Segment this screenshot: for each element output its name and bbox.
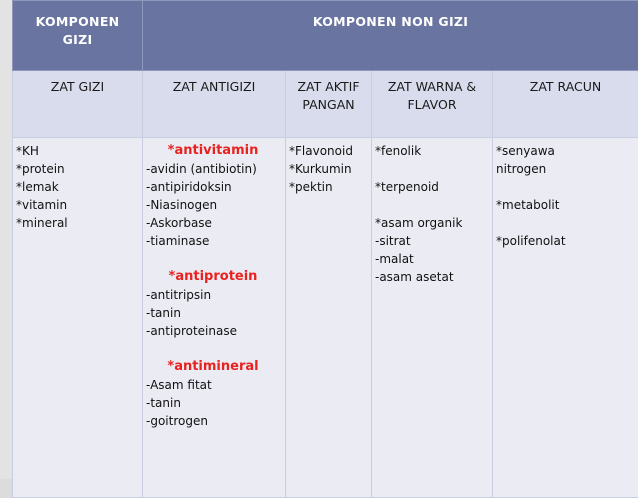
cell-zat-racun: [493, 138, 638, 498]
header-komponen-non-gizi: KOMPONEN NON GIZI: [143, 1, 638, 71]
list-item: *lemak: [16, 178, 137, 196]
antiprotein-title: *antiprotein: [146, 268, 280, 286]
list-item: -Askorbase: [146, 214, 280, 232]
cell-zat-aktif-pangan: [286, 138, 372, 498]
list-item: -goitrogen: [146, 412, 280, 430]
list-item: *mineral: [16, 214, 137, 232]
subheader-zat-racun: ZAT RACUN: [493, 71, 638, 138]
list-item: *polifenolat: [496, 232, 633, 250]
list-item: *fenolik: [375, 142, 487, 160]
list-item: -asam asetat: [375, 268, 487, 286]
list-item: -malat: [375, 250, 487, 268]
list-item: *pektin: [289, 178, 366, 196]
list-item: nitrogen: [496, 160, 633, 178]
subheader-zat-warna-flavor: ZAT WARNA & FLAVOR: [372, 71, 493, 138]
list-item: *Kurkumin: [289, 160, 366, 178]
list-item: *metabolit: [496, 196, 633, 214]
list-item: -sitrat: [375, 232, 487, 250]
cell-zat-antigizi: [143, 138, 286, 498]
list-item: -antitripsin: [146, 286, 280, 304]
header-komponen-gizi: KOMPONEN GIZI: [13, 1, 143, 71]
page-left-margin: [0, 0, 12, 479]
spacer: [375, 196, 487, 214]
cell-zat-gizi: [13, 138, 143, 498]
spacer: [496, 214, 633, 232]
list-item: *terpenoid: [375, 178, 487, 196]
spacer: [375, 160, 487, 178]
list-item: -antipiridoksin: [146, 178, 280, 196]
spacer: [496, 178, 633, 196]
nutrient-components-table: [12, 0, 638, 498]
list-item: *senyawa: [496, 142, 633, 160]
antivitamin-title: *antivitamin: [146, 142, 280, 160]
list-item: -Asam fitat: [146, 376, 280, 394]
subheader-zat-antigizi: ZAT ANTIGIZI: [143, 71, 286, 138]
list-item: *Flavonoid: [289, 142, 366, 160]
cell-zat-warna-flavor: [372, 138, 493, 498]
antimineral-title: *antimineral: [146, 358, 280, 376]
subheader-zat-gizi: ZAT GIZI: [13, 71, 143, 138]
list-item: -antiproteinase: [146, 322, 280, 340]
content-row: [13, 138, 638, 498]
spacer: [146, 250, 280, 268]
subheader-row: [13, 71, 638, 138]
list-item: -tiaminase: [146, 232, 280, 250]
header-row: [13, 1, 638, 71]
list-item: -tanin: [146, 394, 280, 412]
list-item: *protein: [16, 160, 137, 178]
spacer: [146, 340, 280, 358]
list-item: -tanin: [146, 304, 280, 322]
list-item: *KH: [16, 142, 137, 160]
list-item: *asam organik: [375, 214, 487, 232]
list-item: *vitamin: [16, 196, 137, 214]
list-item: -avidin (antibiotin): [146, 160, 280, 178]
subheader-zat-aktif-pangan: ZAT AKTIF PANGAN: [286, 71, 372, 138]
list-item: -Niasinogen: [146, 196, 280, 214]
